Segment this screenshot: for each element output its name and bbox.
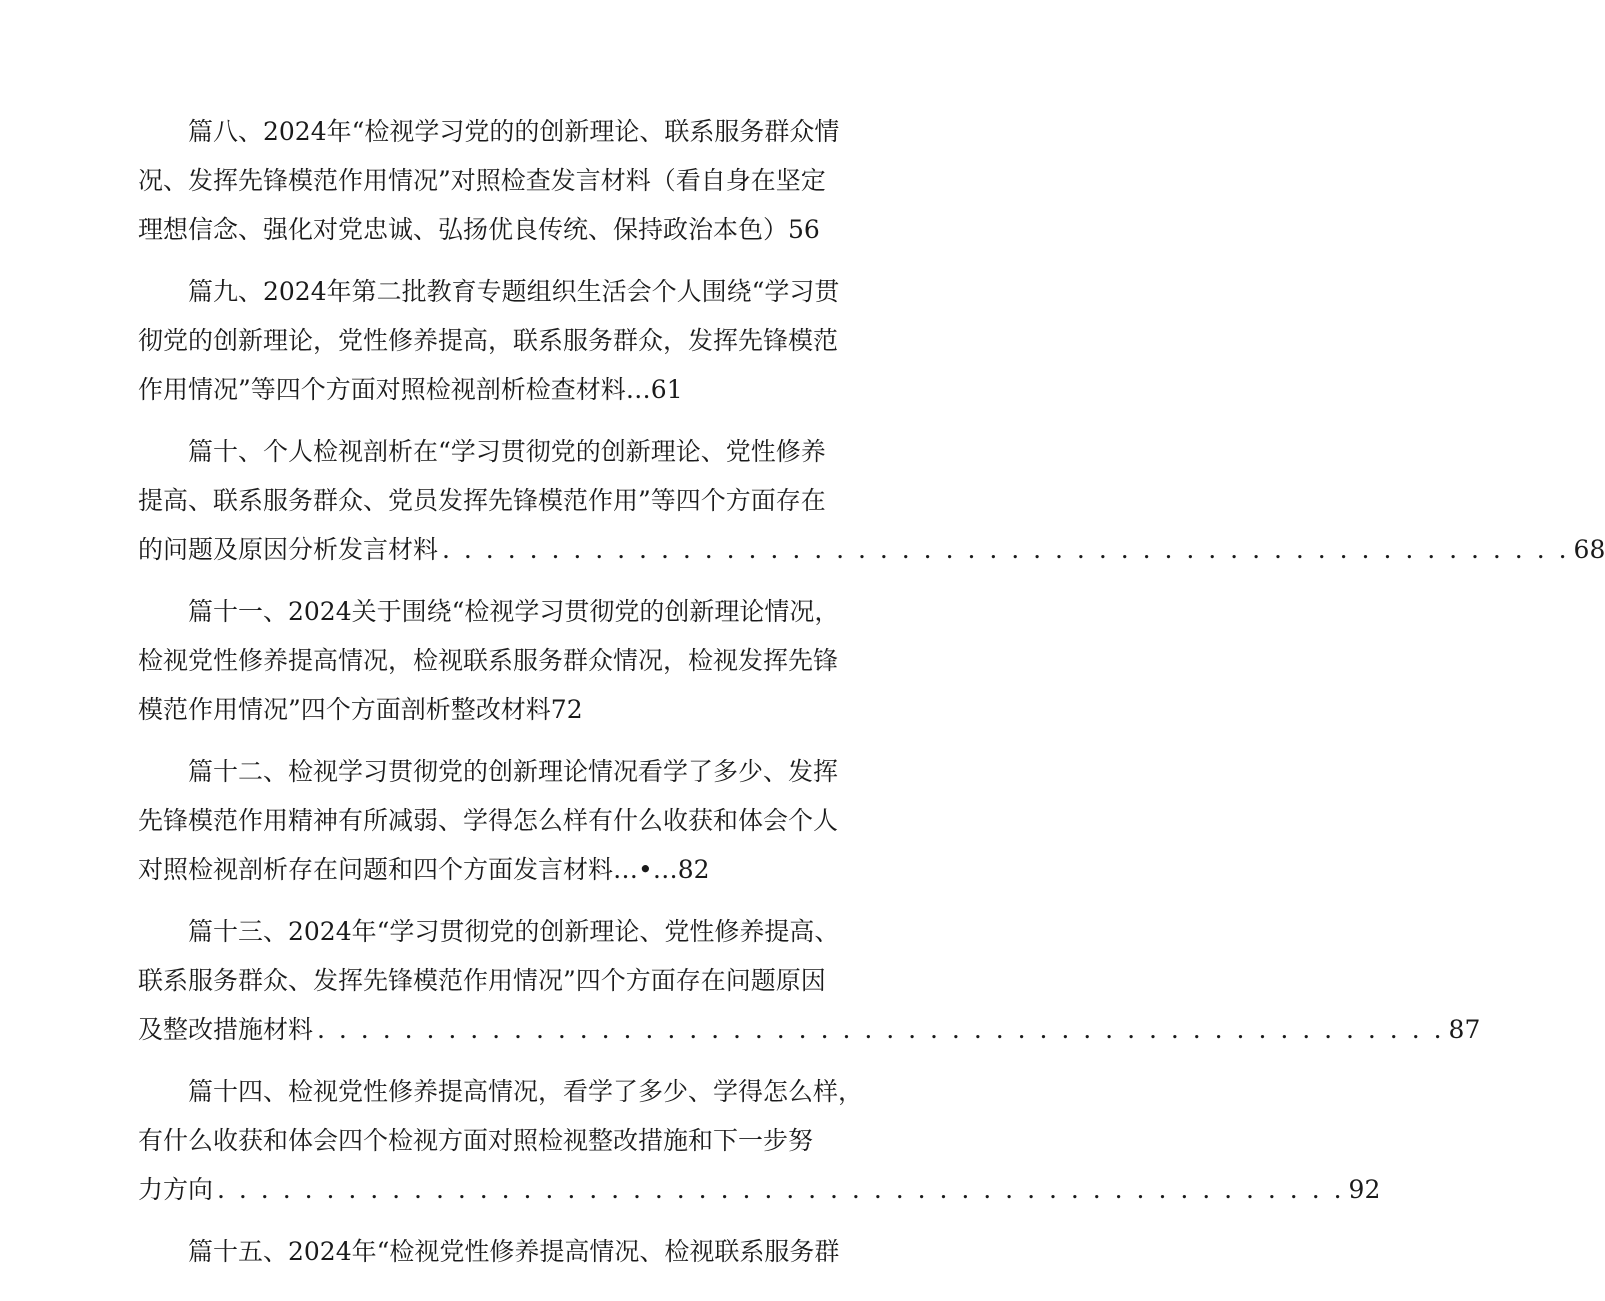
toc-entry-13[interactable] (138, 907, 1481, 1054)
toc-entry-line: 篇九、2024年第二批教育专题组织生活会个人围绕“学习贯 (188, 277, 840, 306)
toc-entry-line: 检视党性修养提高情况，检视联系服务群众情况，检视发挥先锋 (138, 646, 839, 675)
toc-entry-line: 联系服务群众、发挥先锋模范作用情况”四个方面存在问题原因 (138, 966, 826, 995)
toc-entry-line: 力方向 (138, 1175, 214, 1204)
toc-entry-line: 彻党的创新理论，党性修养提高，联系服务群众，发挥先锋模范 (138, 326, 839, 355)
dot-leader: . . . . . . . . . . . . . . . . . . . . . . . . . . . . . . . . . . . . . . . . . . . . . . . . . . . . (317, 1015, 1445, 1044)
dot-leader: . . . . . . . . . . . . . . . . . . . . . . . . . . . . . . . . . . . . . . . . . . . . . . . . . . . . (442, 535, 1570, 564)
toc-entry-line: 篇十三、2024年“学习贯彻党的创新理论、党性修养提高、 (188, 917, 840, 946)
toc-entry-line: 篇十二、检视学习贯彻党的创新理论情况看学了多少、发挥 (188, 757, 839, 786)
toc-entry-line: 篇八、2024年“检视学习党的的创新理论、联系服务群众情 (188, 117, 840, 146)
toc-entry-line: 篇十一、2024关于围绕“检视学习贯彻党的创新理论情况， (188, 597, 840, 626)
toc-entry-leader-line (138, 1005, 1481, 1054)
toc-entry-8[interactable] (138, 107, 840, 254)
toc-entry-10[interactable] (138, 427, 1605, 574)
page-number: 92 (1348, 1175, 1381, 1204)
toc-entry-line: 及整改措施材料 (138, 1015, 314, 1044)
toc-entry-15[interactable] (138, 1227, 840, 1276)
page-number: 68 (1573, 535, 1605, 564)
toc-entry-12[interactable] (138, 747, 839, 894)
table-of-contents (138, 107, 1605, 1289)
toc-entry-line: 有什么收获和体会四个检视方面对照检视整改措施和下一步努 (138, 1126, 814, 1155)
toc-entry-line: 作用情况”等四个方面对照检视剖析检查材料…61 (138, 375, 683, 404)
toc-entry-line: 的问题及原因分析发言材料 (138, 535, 439, 564)
dot-leader: . . . . . . . . . . . . . . . . . . . . . . . . . . . . . . . . . . . . . . . . . . . . . . . . . . . . (217, 1175, 1345, 1204)
toc-entry-9[interactable] (138, 267, 840, 414)
toc-entry-14[interactable] (138, 1067, 1381, 1214)
page-number: 87 (1448, 1015, 1481, 1044)
toc-entry-line: 篇十五、2024年“检视党性修养提高情况、检视联系服务群 (188, 1237, 840, 1266)
toc-entry-leader-line (138, 525, 1605, 574)
toc-entry-line: 模范作用情况”四个方面剖析整改材料72 (138, 695, 583, 724)
toc-entry-line: 况、发挥先锋模范作用情况”对照检查发言材料（看自身在坚定 (138, 166, 826, 195)
toc-entry-line: 先锋模范作用精神有所减弱、学得怎么样有什么收获和体会个人 (138, 806, 839, 835)
toc-entry-leader-line (138, 1165, 1381, 1214)
toc-entry-line: 理想信念、强化对党忠诚、弘扬优良传统、保持政治本色）56 (138, 215, 820, 244)
toc-entry-line: 篇十、个人检视剖析在“学习贯彻党的创新理论、党性修养 (188, 437, 826, 466)
toc-entry-line: 篇十四、检视党性修养提高情况，看学了多少、学得怎么样， (188, 1077, 864, 1106)
toc-entry-line: 对照检视剖析存在问题和四个方面发言材料…•…82 (138, 855, 710, 884)
toc-entry-11[interactable] (138, 587, 840, 734)
toc-entry-line: 提高、联系服务群众、党员发挥先锋模范作用”等四个方面存在 (138, 486, 826, 515)
